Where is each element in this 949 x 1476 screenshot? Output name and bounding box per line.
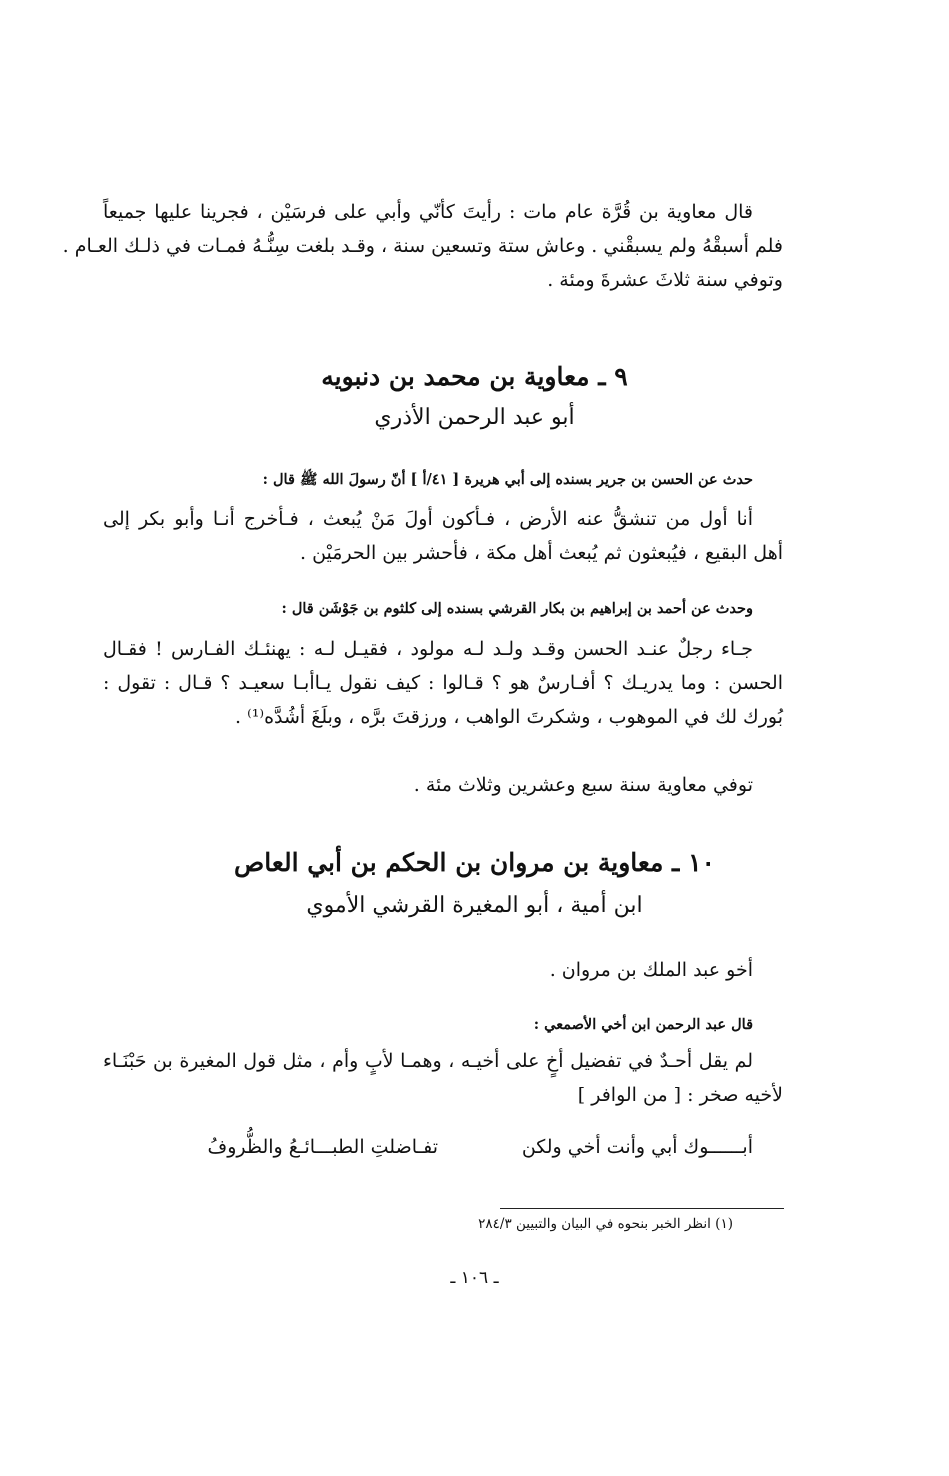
footnote: (١) انظر الخبر بنحوه في البيان والتبيين ٢٨٤/٣: [478, 1216, 733, 1232]
entry-9-death: [103, 768, 783, 802]
text-line: أنا أول من تنشقُّ عنه الأرض ، فـأكون أولَ مَنْ يُبعث ، فـأخرج أنـا وأبو بكر إلى: [103, 508, 753, 530]
page-number: ـ ١٠٦ ـ: [450, 1268, 499, 1288]
entry-9-isnad-2: [103, 597, 783, 621]
entry-10-isnad: [103, 1013, 783, 1037]
text-line: فلم أسبقْهُ ولم يسبقْني . وعاش ستة وتسعين سنة ، وقـد بلغت سِنُّـهُ فمـات في ذلـك العـام .: [62, 235, 783, 257]
text-line: لأخيه صخر : [ من الوافر ]: [577, 1084, 783, 1106]
text-line: جـاء رجلٌ عنـد الحسن وقـد ولـد لـه مولود ، فقيـل لـه : يهنئـك الفـارس ! فقـال: [103, 638, 753, 660]
text-line: بُورك لك في الموهوب ، وشكرتَ الواهب ، ورزقتَ برَّه ، وبلَغَ أشُدَّه⁽¹⁾ .: [235, 706, 783, 728]
text-line: لم يقل أحـدٌ في تفضيل أخٍ على أخيـه ، وهمـا لأبٍ وأم ، مثل قول المغيرة بن حَبْنَـاء: [103, 1050, 753, 1072]
entry-9-subtitle: أبو عبد الرحمن الأذري: [374, 405, 575, 430]
text-line: أهل البقيع ، فيُبعثون ثم يُبعث أهل مكة ، فأحشر بين الحرمَيْن .: [300, 542, 783, 564]
entry-9-hadith: [103, 502, 783, 570]
entry-10-brother: [103, 953, 783, 987]
verse-first-hemistich: أبــــــوك أبي وأنت أخي ولكن: [521, 1136, 753, 1158]
isnad-text: وحدث عن أحمد بن إبراهيم بن بكار القرشي بسنده إلى كلثوم بن جَوْشَن قال :: [281, 600, 753, 617]
poetry-verse: [103, 1136, 783, 1170]
isnad-text: قال عبد الرحمن ابن أخي الأصمعي :: [533, 1016, 753, 1033]
intro-paragraph: [62, 195, 783, 297]
footnote-divider: [500, 1208, 784, 1209]
entry-9-title: ٩ ـ معاوية بن محمد بن دنبويه: [321, 362, 628, 391]
text-line: الحسن : وما يدريـك ؟ أفـارسٌ هو ؟ قـالوا : كيف نقول يـاأبـا سعيـد ؟ قـال : تقول :: [103, 672, 783, 694]
entry-10-text: [103, 1044, 783, 1112]
text-line: أخو عبد الملك بن مروان .: [549, 959, 753, 981]
verse-second-hemistich: تفـاضلتِ الطبـــائـعُ والظُّروفُ: [207, 1136, 438, 1158]
entry-10-title: ١٠ ـ معاوية بن مروان بن الحكم بن أبي العاص: [234, 848, 715, 877]
text-line: وتوفي سنة ثلاثَ عشرةَ ومئة .: [547, 269, 783, 291]
entry-9-story: [103, 632, 783, 734]
entry-10-subtitle: ابن أمية ، أبو المغيرة القرشي الأموي: [306, 893, 643, 918]
entry-9-isnad-1: [103, 468, 783, 492]
text-line: توفي معاوية سنة سبع وعشرين وثلاث مئة .: [413, 774, 753, 796]
isnad-text: حدث عن الحسن بن جرير بسنده إلى أبي هريرة [ ٤١/أ ] أنّ رسولَ الله ﷺ قال :: [262, 471, 753, 488]
text-line: قال معاوية بن قُرَّة عام مات : رأيتَ كأنّي وأبي على فرسَيْن ، فجرينا عليها جميعاً: [103, 201, 753, 223]
